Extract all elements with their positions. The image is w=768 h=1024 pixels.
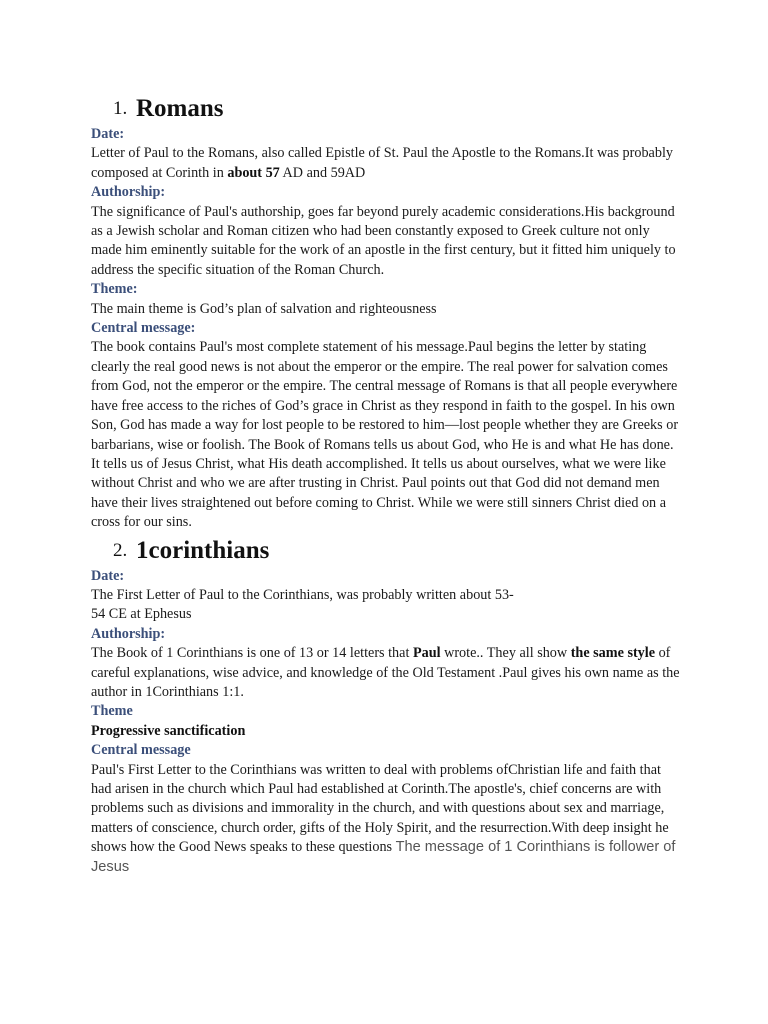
- central-message-text: The book contains Paul's most complete statement of his message.Paul begins the letter by stating clearly the real good news is not about the emperor or the empire. The real power for salvation comes from God, not the emperor or the empire. The central message of Romans is that all people everywhere have free access to the riches of God’s grace in Christ as they respond in faith to the gospel. In his own Son, God has made a way for lost people to be restored to him—lost people whether they are Greeks or barbarians, wise or foolish. The Book of Romans tells us about God, who He is and what He has done. It tells us of Jesus Christ, what His death accomplished. It tells us about ourselves, what we were like without Christ and who we are after trusting in Christ. Paul points out that God did not demand men have their lives straightened out before coming to Christ. While we were still sinners Christ died on a cross for our sins.: [91, 339, 679, 531]
- authorship-text: The Book of 1 Corinthians is one of 13 or 14 letters that Paul wrote.. They all show the same style of careful explanations, wise advice, and knowledge of the Old Testament .Paul gives his own name as the author in 1Corinthians 1:1.: [91, 645, 680, 700]
- date-text: Letter of Paul to the Romans, also called Epistle of St. Paul the Apostle to the Romans.It was probably composed at Corinth in about 57 AD and 59AD: [91, 145, 673, 181]
- theme-text: The main theme is God’s plan of salvation and righteousness: [91, 300, 437, 317]
- section-title: 1corinthians: [136, 536, 270, 564]
- central-message-text: Paul's First Letter to the Corinthians was written to deal with problems ofChristian life and faith that had arisen in the church which Paul had established at Corinth.The apostle's, chief concerns are with problems such as divisions and immorality in the church, and with questions about sex and marriage, matters of conscience, church order, gifts of the Holy Spirit, and the resurrection.With deep insight he shows how the Good News speaks to these questions The message of 1 Corinthians is follower of Jesus: [91, 761, 676, 875]
- section-number: 2.: [113, 539, 128, 561]
- authorship-label: Authorship:: [91, 184, 166, 201]
- theme-label: Theme: [91, 703, 133, 720]
- section-title: Romans: [136, 95, 224, 122]
- date-label: Date:: [91, 126, 125, 142]
- authorship-text: The significance of Paul's authorship, goes far beyond purely academic considerations.His background as a Jewish scholar and Roman citizen who had been constantly exposed to Greek culture not only made him eminently suitable for the work of an apostle in the first century, but it fitted him uniquely to address the specific situation of the Roman Church.: [91, 203, 676, 278]
- section-heading-romans: [91, 93, 681, 125]
- date-label: Date:: [91, 567, 125, 584]
- theme-text: Progressive sanctification: [91, 722, 246, 739]
- theme-label: Theme:: [91, 281, 138, 298]
- authorship-label: Authorship:: [91, 625, 166, 642]
- section-heading-1corinthians: [91, 535, 681, 567]
- document-content: [91, 93, 681, 877]
- section-number: 1.: [113, 98, 128, 119]
- central-message-label: Central message: [91, 742, 191, 759]
- central-message-tail: The message of 1 Corinthians is follower of Jesus: [91, 839, 676, 875]
- date-text: The First Letter of Paul to the Corinthians, was probably written about 53- 54 CE at Ephesus: [91, 586, 514, 623]
- date-bold: about 57: [227, 164, 280, 181]
- central-message-label: Central message:: [91, 320, 196, 337]
